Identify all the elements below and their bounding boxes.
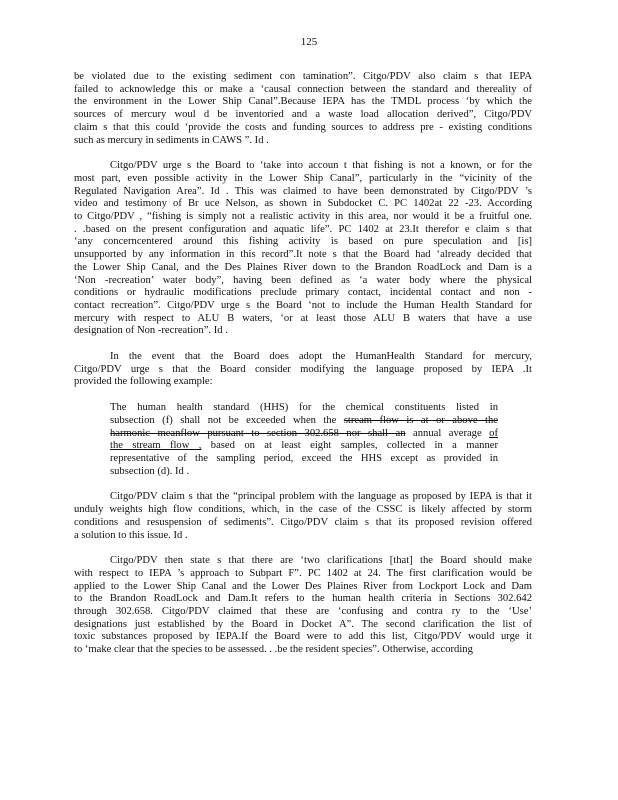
text-line: to the Brandon RoadLock and Dam.It refers to the human health criteria in Sections 302.642 [74,593,532,605]
text-line: Citgo/PDV urge s the Board to ‘take into accoun t that fishing is not a known, or for the [110,160,532,172]
struck-text: stream flow is at or above the [343,414,498,426]
text-line: ‘Non -recreation’ water body”, having been defined as ‘a water body where the physical [74,274,532,286]
text-line: conditions or hydraulic modifications preclude primary contact, incidental contact and non - [74,287,532,299]
text-line: the Lower Ship Canal, and the Des Plaines River down to the Brandon RoadLock and Dam is a [74,261,532,273]
text-line: Citgo/PDV urge s that the Board consider modifying the language proposed by IEPA .It [74,363,532,375]
text-line: Citgo/PDV claim s that the “principal problem with the language as proposed by IEPA is that it [110,491,532,503]
block-quote [74,402,498,478]
text-line: sources of mercury woul d be inventoried and a waste load allocation derived”, Citgo/PDV [74,109,532,121]
text-line: unsupported by any information in this record”.It note s that the Board had ‘already decided that [74,249,532,261]
text-line: be violated due to the existing sediment con tamination”. Citgo/PDV also claim s that IEPA [74,71,532,82]
quote-text: subsection (f) shall not be exceeded when the [110,414,344,426]
text-line: designations just established by the Board in Docket A”. The second clarification the list of [74,618,532,630]
paragraph [74,491,532,542]
quote-line [110,453,498,466]
text-line: designation of Non -recreation”. Id . [74,325,228,337]
paragraph [74,160,532,338]
paragraph [74,351,532,389]
text-line: . .based on the present configuration and aquatic life”. PC 1402 at 23.It therefor e claim s that [74,223,532,235]
text-line: Regulated Navigation Area”. Id . This was claimed to have been demonstrated by Citgo/PDV ’s [74,185,532,197]
text-line: through 302.658. Citgo/PDV claimed that these are ‘confusing and contra ry to the ‘Use’ [74,606,532,618]
text-line: Citgo/PDV then state s that there are ‘two clarifications [that] the Board should make [110,555,532,567]
text-line: with respect to IEPA ’s approach to Subpart F”. PC 1402 at 24. The first clarification would be [74,567,532,579]
struck-text: harmonic meanflow pursuant to section 302.658 nor shall an [110,427,406,439]
paragraph-gap [74,147,532,160]
paragraph [74,71,532,147]
underlined-text: the stream flow , [110,440,202,452]
paragraph-gap [74,389,532,402]
quote-text: annual average [405,427,490,439]
text-line: the environment in the Lower Ship Canal”.Because IEPA has the TMDL process ‘by which the [74,96,532,108]
page-number: 125 [300,36,318,48]
text-line: most part, even possible activity in the Lower Ship Canal”, particularly in the “vicinity of the [74,172,532,184]
text-line: ‘any concerncentered around this fishing activity is based on pure speculation and [is] [74,236,532,248]
paragraph [74,555,532,657]
text-line: unduly weights high flow conditions, which, in the case of the CSSC is likely affected by storm [74,504,532,516]
text-line: claim s that this could ‘provide the costs and funding sources to address pre - existing conditions [74,121,532,133]
text-line: a solution to this issue. Id . [74,529,188,541]
quote-line [110,428,498,441]
text-line: to ‘make clear that the species to be assessed. . .be the resident species”. Otherwise, according [74,644,473,656]
paragraph-gap [74,542,532,555]
text-line: failed to acknowledge this or make a ‘causal connection between the standard and thereality of [74,83,532,95]
quote-text: The human health standard (HHS) for the chemical constituents listed in [110,402,498,414]
paragraph-gap [74,478,532,491]
text-line: applied to the Lower Ship Canal and the Lower Des Plaines River from Lockport Lock and Dam [74,580,532,592]
paragraph-gap [74,338,532,351]
text-line: toxic substances proposed by IEPA.If the Board were to add this list, Citgo/PDV would urge it [74,631,532,643]
document-body [74,71,532,657]
text-line: In the event that the Board does adopt the HumanHealth Standard for mercury, [110,351,532,363]
quote-text: subsection (d). Id . [110,465,190,477]
text-line: conditions and resuspension of sediments”. Citgo/PDV claim s that its proposed revision offered [74,516,532,528]
quote-line [110,402,498,415]
quote-line [110,415,498,428]
text-line: mercury with respect to ALU B waters, ‘or at least those ALU B waters that have a use [74,312,532,324]
text-line: provided the following example: [74,376,213,388]
text-line: contact recreation”. Citgo/PDV urge s the Board ‘not to include the Human Health Standard for [74,299,532,311]
text-line: to Citgo/PDV , “fishing is simply not a realistic activity in this area, nor would it be a fruitful one. [74,211,532,223]
quote-text: based on at least eight samples, collected in a manner [201,440,498,452]
quote-line [110,466,498,479]
text-line: such as mercury in sediments in CAWS ”. Id . [74,134,269,146]
quote-text: representative of the sampling period, exceed the HHS except as provided in [110,452,498,464]
underlined-text: of [489,427,498,439]
text-line: video and testimony of Br uce Nelson, as shown in Subdocket C. PC 1402at 22 -23. According [74,198,532,210]
quote-line [110,440,498,453]
